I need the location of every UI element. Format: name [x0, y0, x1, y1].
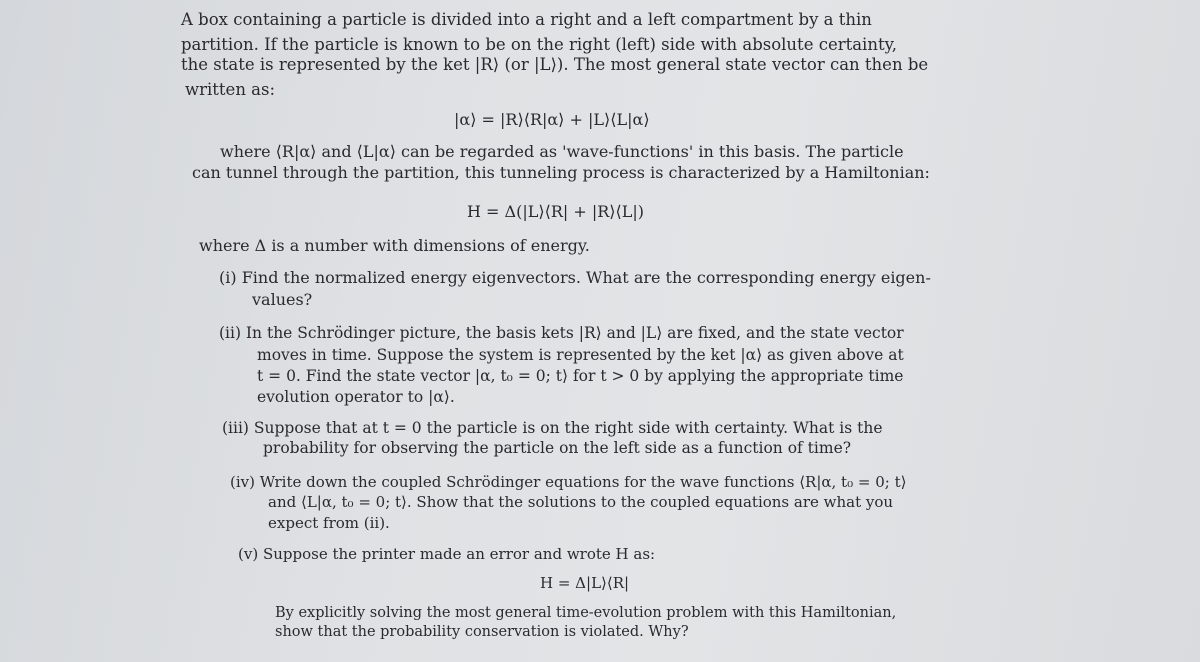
question-3-line: probability for observing the particle on the left side as a function of time?: [263, 439, 852, 457]
question-1-line: (i) Find the normalized energy eigenvectors. What are the corresponding energy eigen-: [219, 268, 931, 287]
question-4-line: expect from (ii).: [268, 514, 390, 532]
basis-text-line: where ⟨R|α⟩ and ⟨L|α⟩ can be regarded as 'wave-functions' in this basis. The particle: [220, 142, 904, 161]
question-1-line: values?: [252, 290, 313, 309]
question-5-line: show that the probability conservation is violated. Why?: [275, 624, 689, 640]
basis-text-line: can tunnel through the partition, this tunneling process is characterized by a Hamiltonian:: [192, 163, 930, 182]
question-2-line: t = 0. Find the state vector |α, t₀ = 0; t⟩ for t > 0 by applying the appropriate time: [257, 367, 904, 385]
delta-text: where Δ is a number with dimensions of energy.: [199, 236, 590, 255]
intro-line: written as:: [185, 80, 276, 99]
question-5-line: (v) Suppose the printer made an error and wrote H as:: [238, 545, 656, 563]
intro-line: partition. If the particle is known to be on the right (left) side with absolute certainty,: [181, 35, 897, 54]
question-4-line: and ⟨L|α, t₀ = 0; t⟩. Show that the solutions to the coupled equations are what you: [268, 493, 894, 511]
question-5-equation: H = Δ|L⟩⟨R|: [540, 574, 630, 592]
question-2-line: (ii) In the Schrödinger picture, the basis kets |R⟩ and |L⟩ are fixed, and the state vector: [219, 324, 904, 342]
question-4-line: (iv) Write down the coupled Schrödinger equations for the wave functions ⟨R|α, t₀ = 0; t⟩: [230, 473, 907, 491]
question-3-line: (iii) Suppose that at t = 0 the particle is on the right side with certainty. What is the: [222, 419, 883, 437]
intro-line: A box containing a particle is divided into a right and a left compartment by a thin: [181, 10, 872, 29]
question-5-line: By explicitly solving the most general time-evolution problem with this Hamiltonian,: [275, 605, 897, 621]
hamiltonian-equation: H = Δ(|L⟩⟨R| + |R⟩⟨L|): [467, 202, 645, 221]
intro-line: the state is represented by the ket |R⟩ (or |L⟩). The most general state vector can then be: [181, 55, 929, 74]
state-equation: |α⟩ = |R⟩⟨R|α⟩ + |L⟩⟨L|α⟩: [454, 110, 650, 129]
intro-paragraph: [181, 10, 956, 100]
question-2-line: moves in time. Suppose the system is represented by the ket |α⟩ as given above at: [257, 346, 904, 364]
question-2-line: evolution operator to |α⟩.: [257, 388, 455, 406]
